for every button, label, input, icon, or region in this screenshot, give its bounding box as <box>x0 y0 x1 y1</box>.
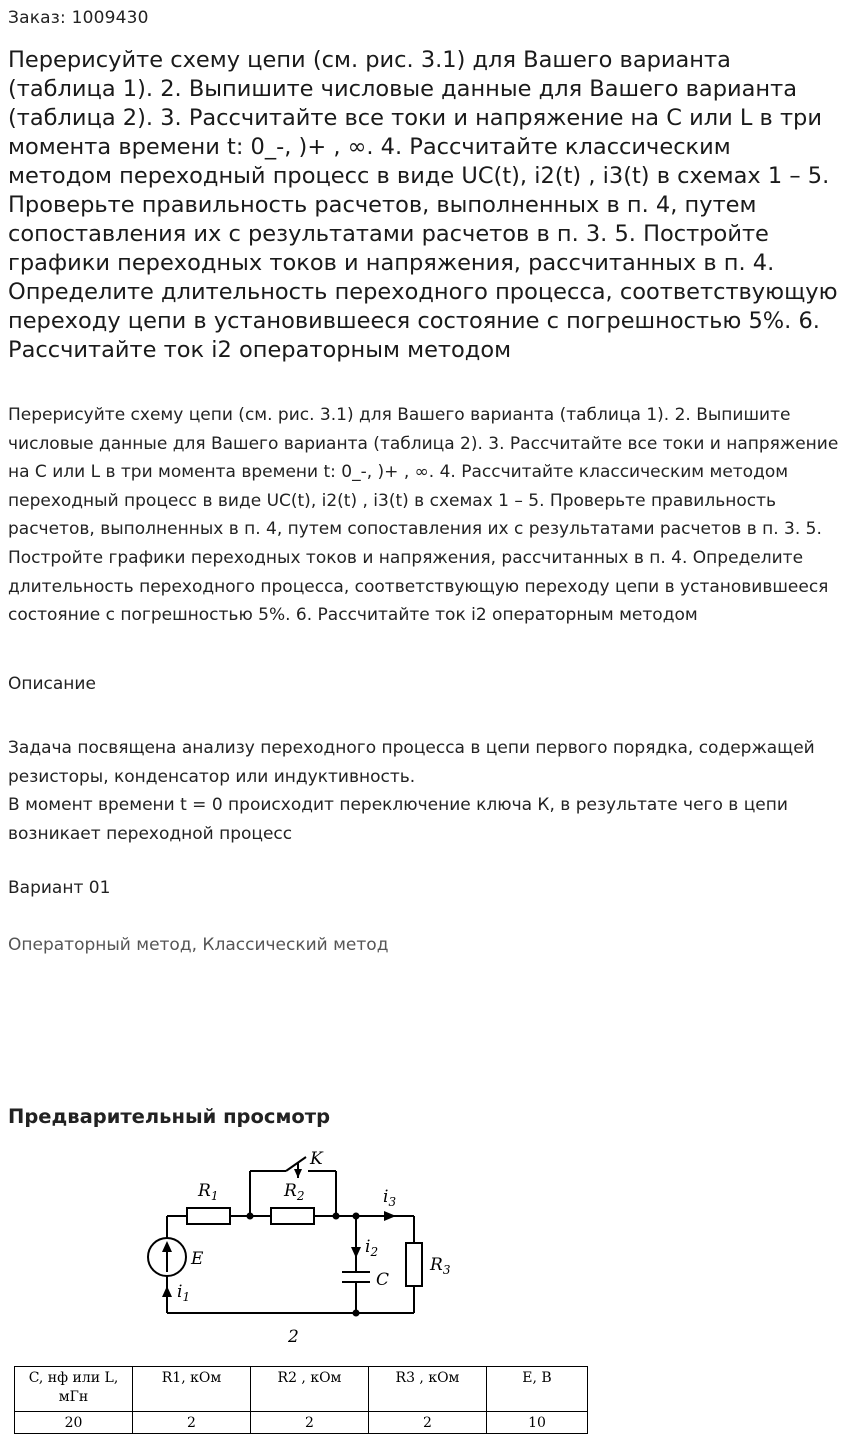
value-r1: 2 <box>133 1412 251 1434</box>
switch-label: K <box>310 1149 323 1169</box>
table-header-row <box>15 1367 588 1412</box>
r2-label: R <box>284 1181 297 1201</box>
svg-text:i1 <box>177 1282 190 1304</box>
r2-subscript: 2 <box>296 1189 305 1203</box>
preview-title: Предварительный просмотр <box>8 1105 331 1128</box>
svg-text:R1 <box>197 1181 218 1203</box>
header-c-or-l: C, нф или L, мГн <box>15 1367 133 1412</box>
description-label: Описание <box>8 674 96 694</box>
parameters-table <box>14 1366 588 1434</box>
i2-subscript: 2 <box>370 1245 379 1259</box>
task-paragraph: Перерисуйте схему цепи (см. рис. 3.1) для Вашего варианта (таблица 1). 2. Выпишите числовые данные для Вашего варианта (таблица 2). 3. Рассчитайте все токи и напряжение на С или L в три момента времени t: 0_-, )+ , ∞. 4. Рассчитайте классическим методом переходный процесс в виде UC(t), i2(t) , i3(t) в схемах 1 – 5. Проверьте правильность расчетов, выполненных в п. 4, путем сопоставления их с результатами расчетов в п. 3. 5. Постройте графики переходных токов и напряжения, рассчитанных в п. 4. Определите длительность переходного процесса, соответствующую переходу цепи в установившееся состояние с погрешностью 5%. 6. Рассчитайте ток i2 операторным методом <box>8 405 839 626</box>
i3-label: i <box>383 1187 389 1207</box>
r1-subscript: 1 <box>210 1189 219 1203</box>
description-text <box>8 734 840 848</box>
svg-text:R2 <box>283 1181 304 1203</box>
resistor-r2 <box>271 1208 314 1224</box>
capacitor-label: C <box>376 1270 390 1290</box>
resistor-r3 <box>406 1243 422 1286</box>
description-line-1: Задача посвящена анализу переходного процесса в цепи первого порядка, содержащей резисторы, конденсатор или индуктивность. <box>8 738 815 787</box>
i2-label: i <box>365 1237 371 1257</box>
value-c-or-l: 20 <box>15 1412 133 1434</box>
value-r3: 2 <box>369 1412 487 1434</box>
description-line-2: В момент времени t = 0 происходит переключение ключа К, в результате чего в цепи возникает переходной процесс <box>8 795 788 844</box>
variant-label: Вариант 01 <box>8 878 111 898</box>
svg-text:i2 <box>365 1237 378 1259</box>
table-row <box>15 1412 588 1434</box>
resistor-r1 <box>187 1208 230 1224</box>
figure-number: 2 <box>288 1327 299 1347</box>
i3-subscript: 3 <box>388 1195 397 1209</box>
header-r1: R1, кОм <box>133 1367 251 1412</box>
circuit-diagram <box>130 1140 470 1355</box>
task-heading: Перерисуйте схему цепи (см. рис. 3.1) для Вашего варианта (таблица 1). 2. Выпишите числовые данные для Вашего варианта (таблица 2). 3. Рассчитайте все токи и напряжение на С или L в три момента времени t: 0_-, )+ , ∞. 4. Рассчитайте классическим методом переходный процесс в виде UC(t), i2(t) , i3(t) в схемах 1 – 5. Проверьте правильность расчетов, выполненных в п. 4, путем сопоставления их с результатами расчетов в п. 3. 5. Постройте графики переходных токов и напряжения, рассчитанных в п. 4. Определите длительность переходного процесса, соответствующую переходу цепи в установившееся состояние с погрешностью 5%. 6. Рассчитайте ток i2 операторным методом <box>8 47 838 363</box>
header-e: E, В <box>487 1367 588 1412</box>
i1-label: i <box>177 1282 183 1302</box>
r1-label: R <box>198 1181 211 1201</box>
svg-text:i3 <box>383 1187 396 1209</box>
value-r2: 2 <box>251 1412 369 1434</box>
i1-subscript: 1 <box>182 1290 191 1304</box>
r3-label: R <box>430 1255 443 1275</box>
source-label: E <box>191 1249 204 1269</box>
value-e: 10 <box>487 1412 588 1434</box>
r3-subscript: 3 <box>442 1263 451 1277</box>
methods-tags: Операторный метод, Классический метод <box>8 935 389 955</box>
header-r3: R3 , кОм <box>369 1367 487 1412</box>
header-r2: R2 , кОм <box>251 1367 369 1412</box>
order-number: Заказ: 1009430 <box>8 8 149 28</box>
svg-text:R3 <box>429 1255 451 1277</box>
